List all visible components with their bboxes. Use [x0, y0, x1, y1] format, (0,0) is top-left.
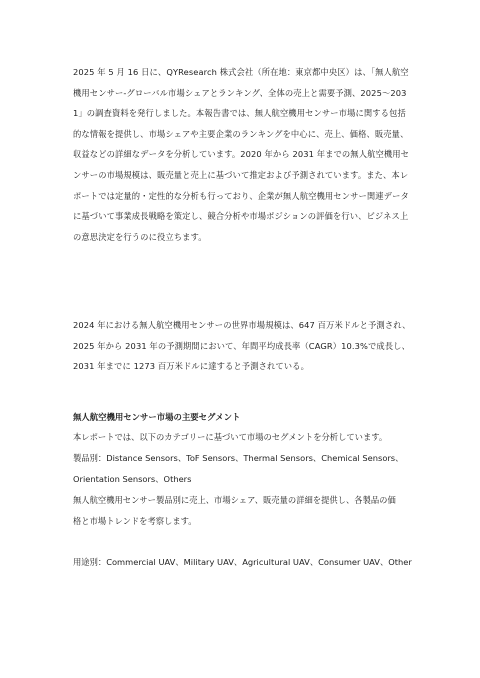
product-line-1: 製品別：Distance Sensors、ToF Sensors、Thermal Sensors、Chemical Sensors、 [73, 452, 404, 463]
product-desc-1: 無人航空機用センサー製品別に売上、市場シェア、販売量の詳細を提供し、各製品の価 [73, 494, 396, 505]
document-body [73, 62, 413, 573]
segment-intro: 本レポートでは、以下のカテゴリーに基づいて市場のセグメントを分析しています。 [73, 431, 388, 442]
intro-paragraph: 2025 年 5 月 16 日に、QYResearch 株式会社（所在地：東京都中央区）は、「無人航空機用センサー‐グローバル市場シェアとランキング、全体の売上と需要予測、2025～2031」の調査資料を発行しました。本報告書では、無人航空機用センサー市場に関する包括的な情報を提供し、市場シェアや主要企業のランキングを中心に、売上、価格、販売量、収益などの詳細なデータを分析しています。2020 年から 2031 年までの無人航空機用センサーの市場規模は、販売量と売上に基づいて推定および予測されています。また、本レポートでは定量的・定性的な分析も行っており、企業が無人航空機用センサー関連データに基づいて事業成長戦略を策定し、競合分析や市場ポジションの評価を行い、ビジネス上の意思決定を行うのに役立ちます。 [73, 67, 410, 242]
application-line: 用途別：Commercial UAV、Military UAV、Agricultural UAV、Consumer UAV、Other [73, 556, 412, 567]
segment-heading: 無人航空機用センサー市場の主要セグメント [73, 411, 241, 422]
product-desc-2: 格と市場トレンドを考察します。 [73, 515, 197, 526]
product-line-2: Orientation Sensors、Others [73, 473, 192, 484]
market-size-paragraph: 2024 年における無人航空機用センサーの世界市場規模は、647 百万米ドルと予測され、2025 年から 2031 年の予測期間において、年間平均成長率（CAGR）10.3%で成長し、2031 年までに 1273 百万米ドルに達すると予測されている。 [73, 320, 411, 372]
